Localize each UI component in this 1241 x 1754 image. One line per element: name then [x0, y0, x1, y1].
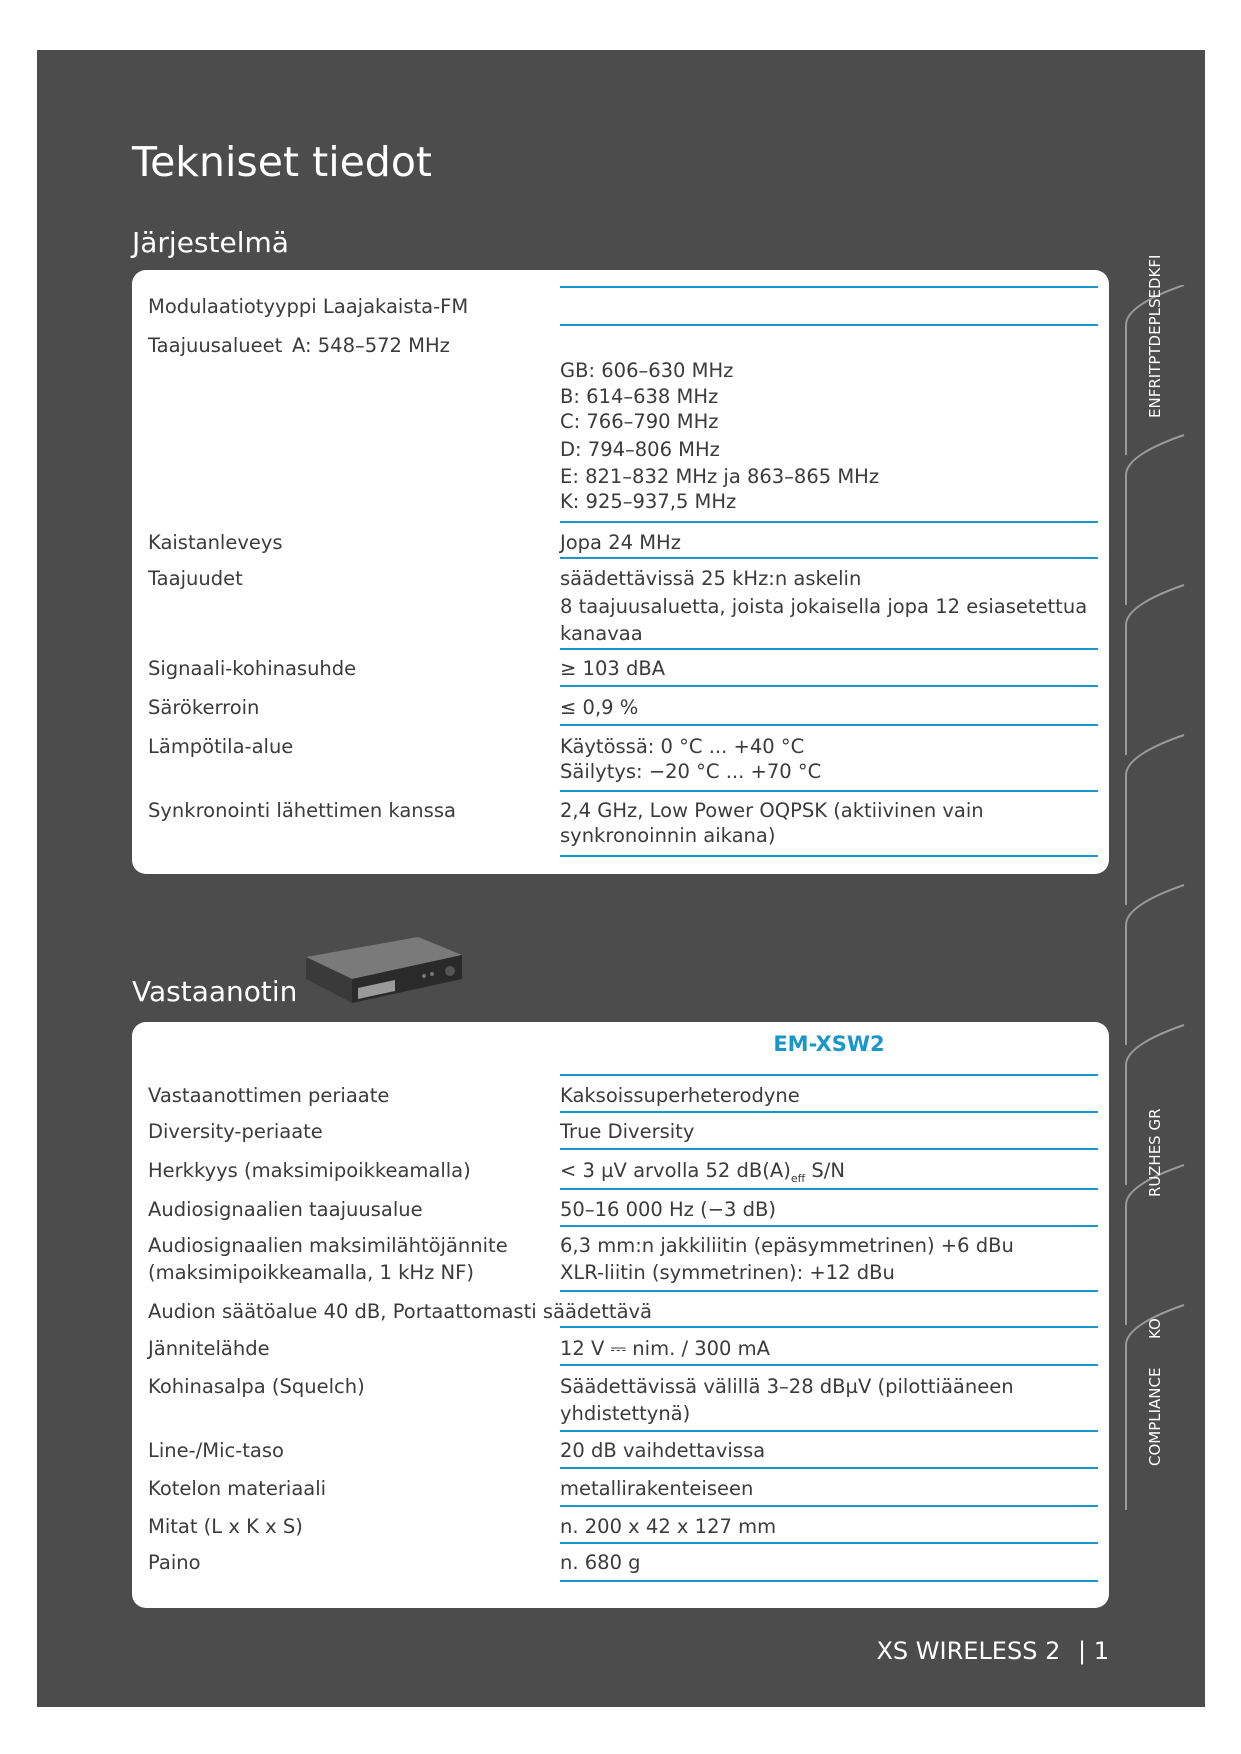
side-tab-compliance[interactable]: COMPLIANCE [1146, 1367, 1164, 1466]
side-tab-ru-zh-es-gr[interactable]: RUZHES GR [1146, 1108, 1164, 1197]
diversity-label: Diversity-periaate [148, 1120, 323, 1143]
af-range-label: Audiosignaalien taajuusalue [148, 1198, 423, 1221]
row-divider [560, 521, 1098, 523]
housing-value: metallirakenteiseen [560, 1477, 754, 1500]
row-divider [560, 1290, 1098, 1292]
output-voltage-label: (maksimipoikkeamalla, 1 kHz NF) [148, 1261, 474, 1284]
footer-separator: | [1077, 1637, 1087, 1665]
frequency-range-item: GB: 606–630 MHz [560, 359, 734, 382]
row-divider [560, 1467, 1098, 1469]
output-voltage-label: Audiosignaalien maksimilähtöjännite [148, 1234, 508, 1257]
row-divider [560, 1326, 1098, 1328]
system-spec-card [132, 270, 1109, 874]
row-divider [560, 1148, 1098, 1150]
row-divider [560, 1430, 1098, 1432]
page-footer [876, 1637, 1109, 1665]
weight-value: n. 680 g [560, 1551, 641, 1574]
row-divider [560, 790, 1098, 792]
row-divider [560, 1580, 1098, 1582]
bandwidth-label: Kaistanleveys [148, 531, 283, 554]
row-divider [560, 1188, 1098, 1190]
thd-value: ≤ 0,9 % [560, 696, 639, 719]
row-divider [560, 1111, 1098, 1113]
temperature-value: Käytössä: 0 °C ... +40 °C [560, 735, 805, 758]
thd-label: Särökerroin [148, 696, 260, 719]
output-voltage-value: 6,3 mm:n jakkiliitin (epäsymmetrinen) +6 dBu [560, 1234, 1014, 1257]
frequency-range-item: E: 821–832 MHz ja 863–865 MHz [560, 465, 880, 488]
side-tab-languages[interactable]: ENFRITPTDEPLSEDKFI [1146, 254, 1164, 418]
sensitivity-label: Herkkyys (maksimipoikkeamalla) [148, 1159, 471, 1182]
sync-value: 2,4 GHz, Low Power OQPSK (aktiivinen vain [560, 799, 984, 822]
power-supply-label: Jännitelähde [148, 1337, 270, 1360]
temperature-label: Lämpötila-alue [148, 735, 294, 758]
side-tab-strip [1124, 285, 1204, 1515]
frequencies-value: 8 taajuusaluetta, joista jokaisella jopa 12 esiasetettua [560, 595, 1088, 618]
line-mic-label: Line-/Mic-taso [148, 1439, 284, 1462]
receiver-heading: Vastaanotin [132, 975, 298, 1008]
page-title: Tekniset tiedot [132, 138, 432, 186]
dimensions-value: n. 200 x 42 x 127 mm [560, 1515, 777, 1538]
frequency-range-item: C: 766–790 MHz [560, 410, 719, 433]
row-divider [560, 1364, 1098, 1366]
snr-value: ≥ 103 dBA [560, 657, 666, 680]
row-divider [560, 648, 1098, 650]
row-divider [560, 1505, 1098, 1507]
output-voltage-value: XLR-liitin (symmetrinen): +12 dBu [560, 1261, 895, 1284]
line-mic-value: 20 dB vaihdettavissa [560, 1439, 766, 1462]
receiver-device-image [300, 933, 465, 1008]
frequency-range-item: B: 614–638 MHz [560, 385, 719, 408]
squelch-value: Säädettävissä välillä 3–28 dBµV (pilottiääneen [560, 1375, 1014, 1398]
frequency-range-a: A: 548–572 MHz [292, 334, 450, 357]
row-divider [560, 286, 1098, 288]
row-divider [560, 1225, 1098, 1227]
frequency-range-item: D: 794–806 MHz [560, 438, 720, 461]
gain-range-row: Audion säätöalue 40 dB, Portaattomasti säädettävä [148, 1300, 653, 1323]
receiver-principle-label: Vastaanottimen periaate [148, 1084, 390, 1107]
row-divider [560, 1074, 1098, 1076]
row-divider [560, 724, 1098, 726]
squelch-value: yhdistettynä) [560, 1402, 691, 1425]
weight-label: Paino [148, 1551, 201, 1574]
bandwidth-value: Jopa 24 MHz [560, 531, 681, 554]
row-divider [560, 855, 1098, 857]
row-divider [560, 685, 1098, 687]
sync-label: Synkronointi lähettimen kanssa [148, 799, 456, 822]
power-supply-value: 12 V ⎓ nim. / 300 mA [560, 1337, 770, 1360]
af-range-value: 50–16 000 Hz (−3 dB) [560, 1198, 777, 1221]
side-tab-ko[interactable]: KO [1146, 1318, 1164, 1339]
footer-product: XS WIRELESS 2 [876, 1637, 1061, 1665]
receiver-spec-card [132, 1022, 1109, 1608]
row-divider [560, 324, 1098, 326]
system-heading: Järjestelmä [132, 226, 289, 259]
dimensions-label: Mitat (L x K x S) [148, 1515, 303, 1538]
footer-page-number: 1 [1093, 1637, 1109, 1665]
sync-value: synkronoinnin aikana) [560, 824, 776, 847]
row-divider [560, 557, 1098, 559]
frequencies-label: Taajuudet [148, 567, 243, 590]
diversity-value: True Diversity [560, 1120, 695, 1143]
temperature-value: Säilytys: −20 °C ... +70 °C [560, 760, 822, 783]
frequencies-value: kanavaa [560, 622, 643, 645]
frequencies-value: säädettävissä 25 kHz:n askelin [560, 567, 862, 590]
snr-label: Signaali-kohinasuhde [148, 657, 357, 680]
receiver-principle-value: Kaksoissuperheterodyne [560, 1084, 800, 1107]
sensitivity-value: < 3 µV arvolla 52 $dB(A)_{eff}$ S/N [560, 1159, 845, 1185]
modulation-label: Modulaatiotyyppi Laajakaista-FM [148, 295, 469, 318]
row-divider [560, 1542, 1098, 1544]
frequency-ranges-label: Taajuusalueet [148, 334, 283, 357]
frequency-range-item: K: 925–937,5 MHz [560, 490, 737, 513]
housing-label: Kotelon materiaali [148, 1477, 327, 1500]
squelch-label: Kohinasalpa (Squelch) [148, 1375, 365, 1398]
model-name: EM-XSW2 [773, 1032, 885, 1056]
